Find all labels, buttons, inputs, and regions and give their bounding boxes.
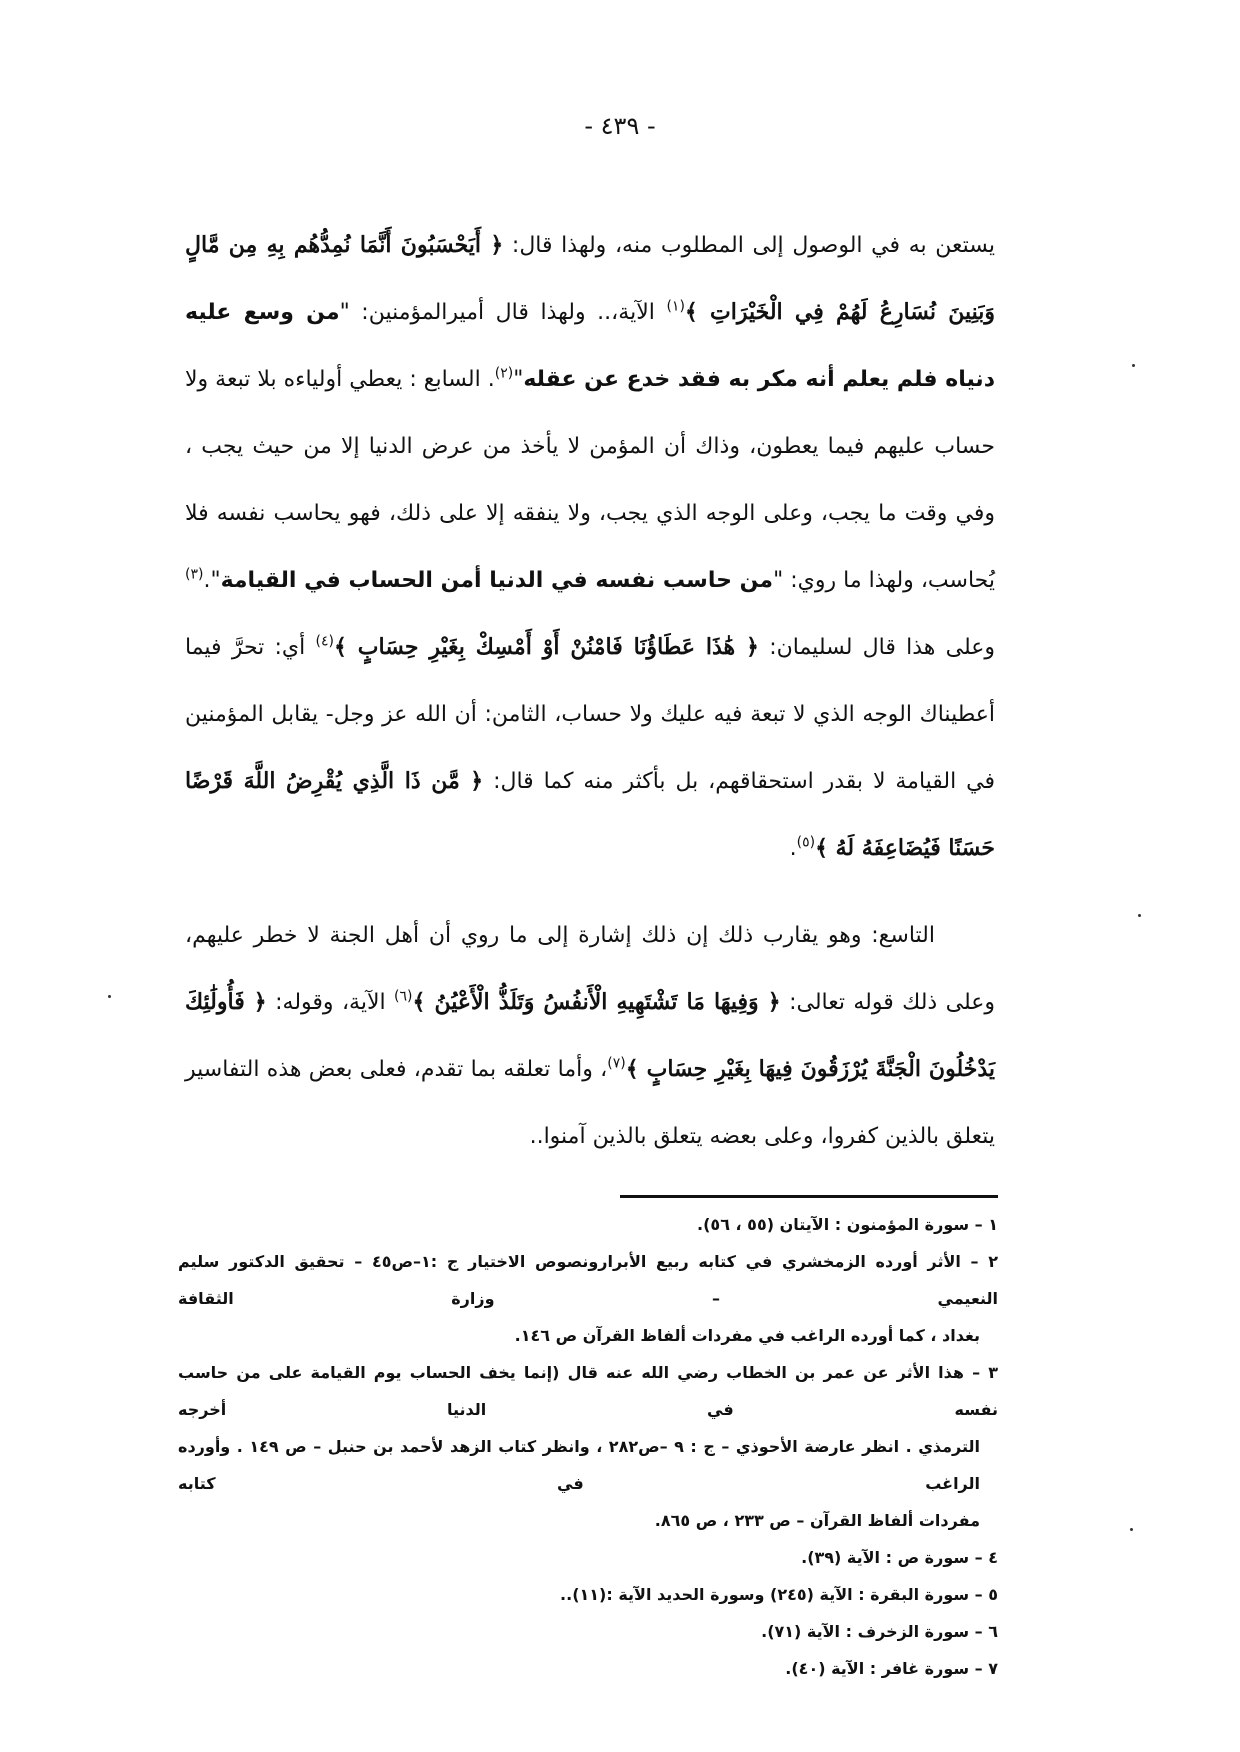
footnote-separator: [620, 1195, 998, 1198]
paragraph-1: [185, 212, 995, 882]
footnote-line: ٤ – سورة ص : الآية (٣٩).: [801, 1548, 998, 1567]
quoted-saying: من وسع عليه دنياه فلم يعلم أنه مكر به فقد خدع عن عقله: [185, 300, 995, 392]
footnote-line: ٦ – سورة الزخرف : الآية (٧١).: [761, 1622, 998, 1641]
text-run: الآية،.. ولهذا قال أميرالمؤمنين: ": [339, 300, 667, 325]
text-run: . السابع : يعطي أولياءه بلا تبعة ولا حساب عليهم فيما يعطون، وذاك أن المؤمن لا يأخذ من عرض الدنيا إلا من حيث يجب ، وفي وقت ما يجب، وعلى الوجه الذي يجب، ولا ينفقه إلا على ذلك، فهو يحاسب نفسه فلا يُحاسب، ولهذا ما روي: ": [185, 367, 995, 593]
quoted-saying: من حاسب نفسه في الدنيا أمن الحساب في القيامة: [220, 568, 774, 593]
quran-verse: ﴿ فَأُولَٰئِكَ يَدْخُلُونَ الْجَنَّةَ يُرْزَقُونَ فِيهَا بِغَيْرِ حِسَابٍ ﴾: [185, 989, 996, 1082]
footnote-line: ٧ – سورة غافر : الآية (٤٠).: [785, 1659, 998, 1678]
footnote-line: مفردات ألفاظ القرآن – ص ٢٣٣ ، ص ٨٦٥.: [654, 1511, 980, 1530]
quran-verse: ﴿ وَفِيهَا مَا تَشْتَهِيهِ الْأَنفُسُ وَتَلَذُّ الْأَعْيُنُ ﴾: [412, 989, 781, 1015]
quran-verse: ﴿ هَٰذَا عَطَاؤُنَا فَامْنُنْ أَوْ أَمْسِكْ بِغَيْرِ حِسَابٍ ﴾: [333, 634, 759, 660]
text-run: الآية، وقوله:: [266, 990, 395, 1015]
footnote-ref: (٥): [796, 834, 816, 851]
text-run: .: [789, 836, 797, 861]
scan-speck: [1130, 1528, 1133, 1531]
text-run: أي: تحرَّ فيما أعطيناك الوجه الذي لا تبعة فيه عليك ولا حساب، الثامن: أن الله عز وجل- يقابل المؤمنين في القيامة لا بقدر استحقاقهم، بل بأكثر منه كما قال:: [185, 635, 995, 794]
text-run: وعلى هذا قال لسليمان:: [758, 635, 995, 660]
scan-speck: [1132, 364, 1135, 367]
scan-speck: [1138, 914, 1141, 917]
footnote-ref: (٧): [607, 1055, 626, 1072]
footnote-ref: (٢): [494, 365, 514, 382]
scan-speck: [108, 995, 111, 998]
text-run: ، وأما تعلقه بما تقدم، فعلى بعض هذه التفاسير يتعلق بالذين كفروا، وعلى بعضه يتعلق بالذين آمنوا..: [185, 1057, 995, 1149]
footnote-ref: (١): [666, 298, 685, 315]
footnote-line: ١ – سورة المؤمنون : الآيتان (٥٥ ، ٥٦).: [697, 1215, 998, 1234]
footnote-ref: (٣): [185, 566, 204, 583]
text-run: ": [513, 367, 524, 392]
quran-verse: ﴿ أَيَحْسَبُونَ أَنَّمَا نُمِدُّهُم بِهِ مِن مَّالٍ وَبَنِينَ نُسَارِعُ لَهُمْ فِي الْخَيْرَاتِ ﴾: [185, 232, 995, 325]
footnotes: [178, 1206, 998, 1687]
quran-verse: ﴿ مَّن ذَا الَّذِي يُقْرِضُ اللَّهَ قَرْضًا حَسَنًا فَيُضَاعِفَهُ لَهُ ﴾: [185, 768, 995, 861]
footnote-line: ٥ – سورة البقرة : الآية (٢٤٥) وسورة الحديد الآية :(١١)..: [560, 1585, 998, 1604]
text-run: يستعن به في الوصول إلى المطلوب منه، ولهذا قال:: [503, 233, 996, 258]
footnote-ref: (٤): [315, 633, 334, 650]
text-run: التاسع: وهو يقارب ذلك إن ذلك إشارة إلى ما روي أن أهل الجنة لا خطر عليهم، وعلى ذلك قوله تعالى:: [185, 923, 995, 1015]
text-run: ".: [203, 568, 221, 593]
footnote-line: الترمذي . انظر عارضة الأحوذي – ج : ٩ –ص٢٨٢ ، وانظر كتاب الزهد لأحمد بن حنبل – ص ١٤٩ . وأورده الراغب في كتابه: [178, 1437, 981, 1493]
footnote-line: ٢ – الأثر أورده الزمخشري في كتابه ربيع الأبرارونصوص الاختيار ج :١–ص٤٥ – تحقيق الدكتور سليم النعيمي – وزارة الثقافة: [178, 1252, 998, 1308]
footnote-line: ٣ – هذا الأثر عن عمر بن الخطاب رضي الله عنه قال (إنما يخف الحساب يوم القيامة على من حاسب نفسه في الدنيا أخرجه: [178, 1363, 998, 1419]
paragraph-2: [185, 902, 995, 1170]
main-text: [185, 212, 995, 1170]
page-number: - ٤٣٩ -: [584, 112, 656, 140]
footnote-ref: (٦): [394, 988, 413, 1005]
footnote-line: بغداد ، كما أورده الراغب في مفردات ألفاظ القرآن ص ١٤٦.: [514, 1326, 980, 1345]
